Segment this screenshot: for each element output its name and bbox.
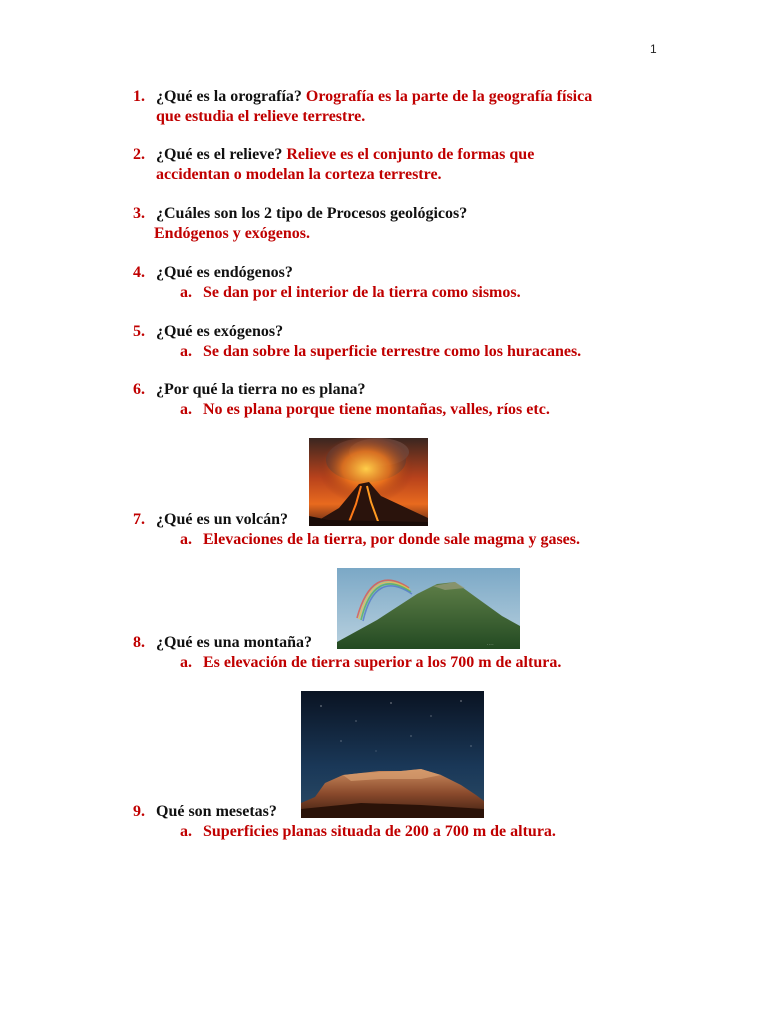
question-4: ¿Qué es endógenos?: [156, 264, 293, 281]
item-number: 1.: [133, 88, 145, 105]
question-7: ¿Qué es un volcán?: [156, 511, 289, 528]
volcano-image: [309, 438, 428, 526]
question-text: ¿Qué es el relieve?: [156, 146, 283, 163]
sub-answer: Elevaciones de la tierra, por donde sale magma y gases.: [203, 531, 581, 548]
sub-letter: a.: [180, 531, 192, 548]
sub-answer: Es elevación de tierra superior a los 700 m de altura.: [203, 654, 562, 671]
sub-letter: a.: [180, 823, 192, 840]
item-number: 7.: [133, 511, 145, 528]
item-number: 6.: [133, 381, 145, 398]
sub-answer: No es plana porque tiene montañas, valles, ríos etc.: [203, 401, 550, 418]
item-number: 5.: [133, 323, 145, 340]
item-number: 4.: [133, 264, 145, 281]
svg-text:· · · ·: · · · ·: [487, 642, 494, 646]
question-1: [156, 87, 592, 107]
question-5: ¿Qué es exógenos?: [156, 323, 284, 340]
item-number: 8.: [133, 634, 145, 651]
item-number: 3.: [133, 205, 145, 222]
item-number: 2.: [133, 146, 145, 163]
question-9: Qué son mesetas?: [156, 803, 277, 820]
sub-answer: Se dan sobre la superficie terrestre como los huracanes.: [203, 343, 582, 360]
answer-continuation: Endógenos y exógenos.: [154, 225, 311, 242]
sub-letter: a.: [180, 343, 192, 360]
answer-continuation: que estudia el relieve terrestre.: [156, 108, 366, 125]
sub-letter: a.: [180, 401, 192, 418]
question-6: ¿Por qué la tierra no es plana?: [156, 381, 366, 398]
sub-letter: a.: [180, 654, 192, 671]
sub-answer: Superficies planas situada de 200 a 700 m de altura.: [203, 823, 556, 840]
sub-letter: a.: [180, 284, 192, 301]
sub-answer: Se dan por el interior de la tierra como sismos.: [203, 284, 521, 301]
page-number: 1: [650, 42, 657, 56]
mountain-image: [337, 568, 520, 649]
answer-text: Relieve es el conjunto de formas que: [286, 146, 535, 163]
answer-continuation: accidentan o modelan la corteza terrestre.: [156, 166, 442, 183]
question-2: [156, 145, 534, 165]
plateau-image: [301, 691, 484, 818]
item-number: 9.: [133, 803, 145, 820]
question-3: ¿Cuáles son los 2 tipo de Procesos geológicos?: [156, 205, 468, 222]
question-8: ¿Qué es una montaña?: [156, 634, 313, 651]
question-text: ¿Qué es la orografía?: [156, 88, 302, 105]
answer-text: Orografía es la parte de la geografía física: [305, 88, 593, 105]
